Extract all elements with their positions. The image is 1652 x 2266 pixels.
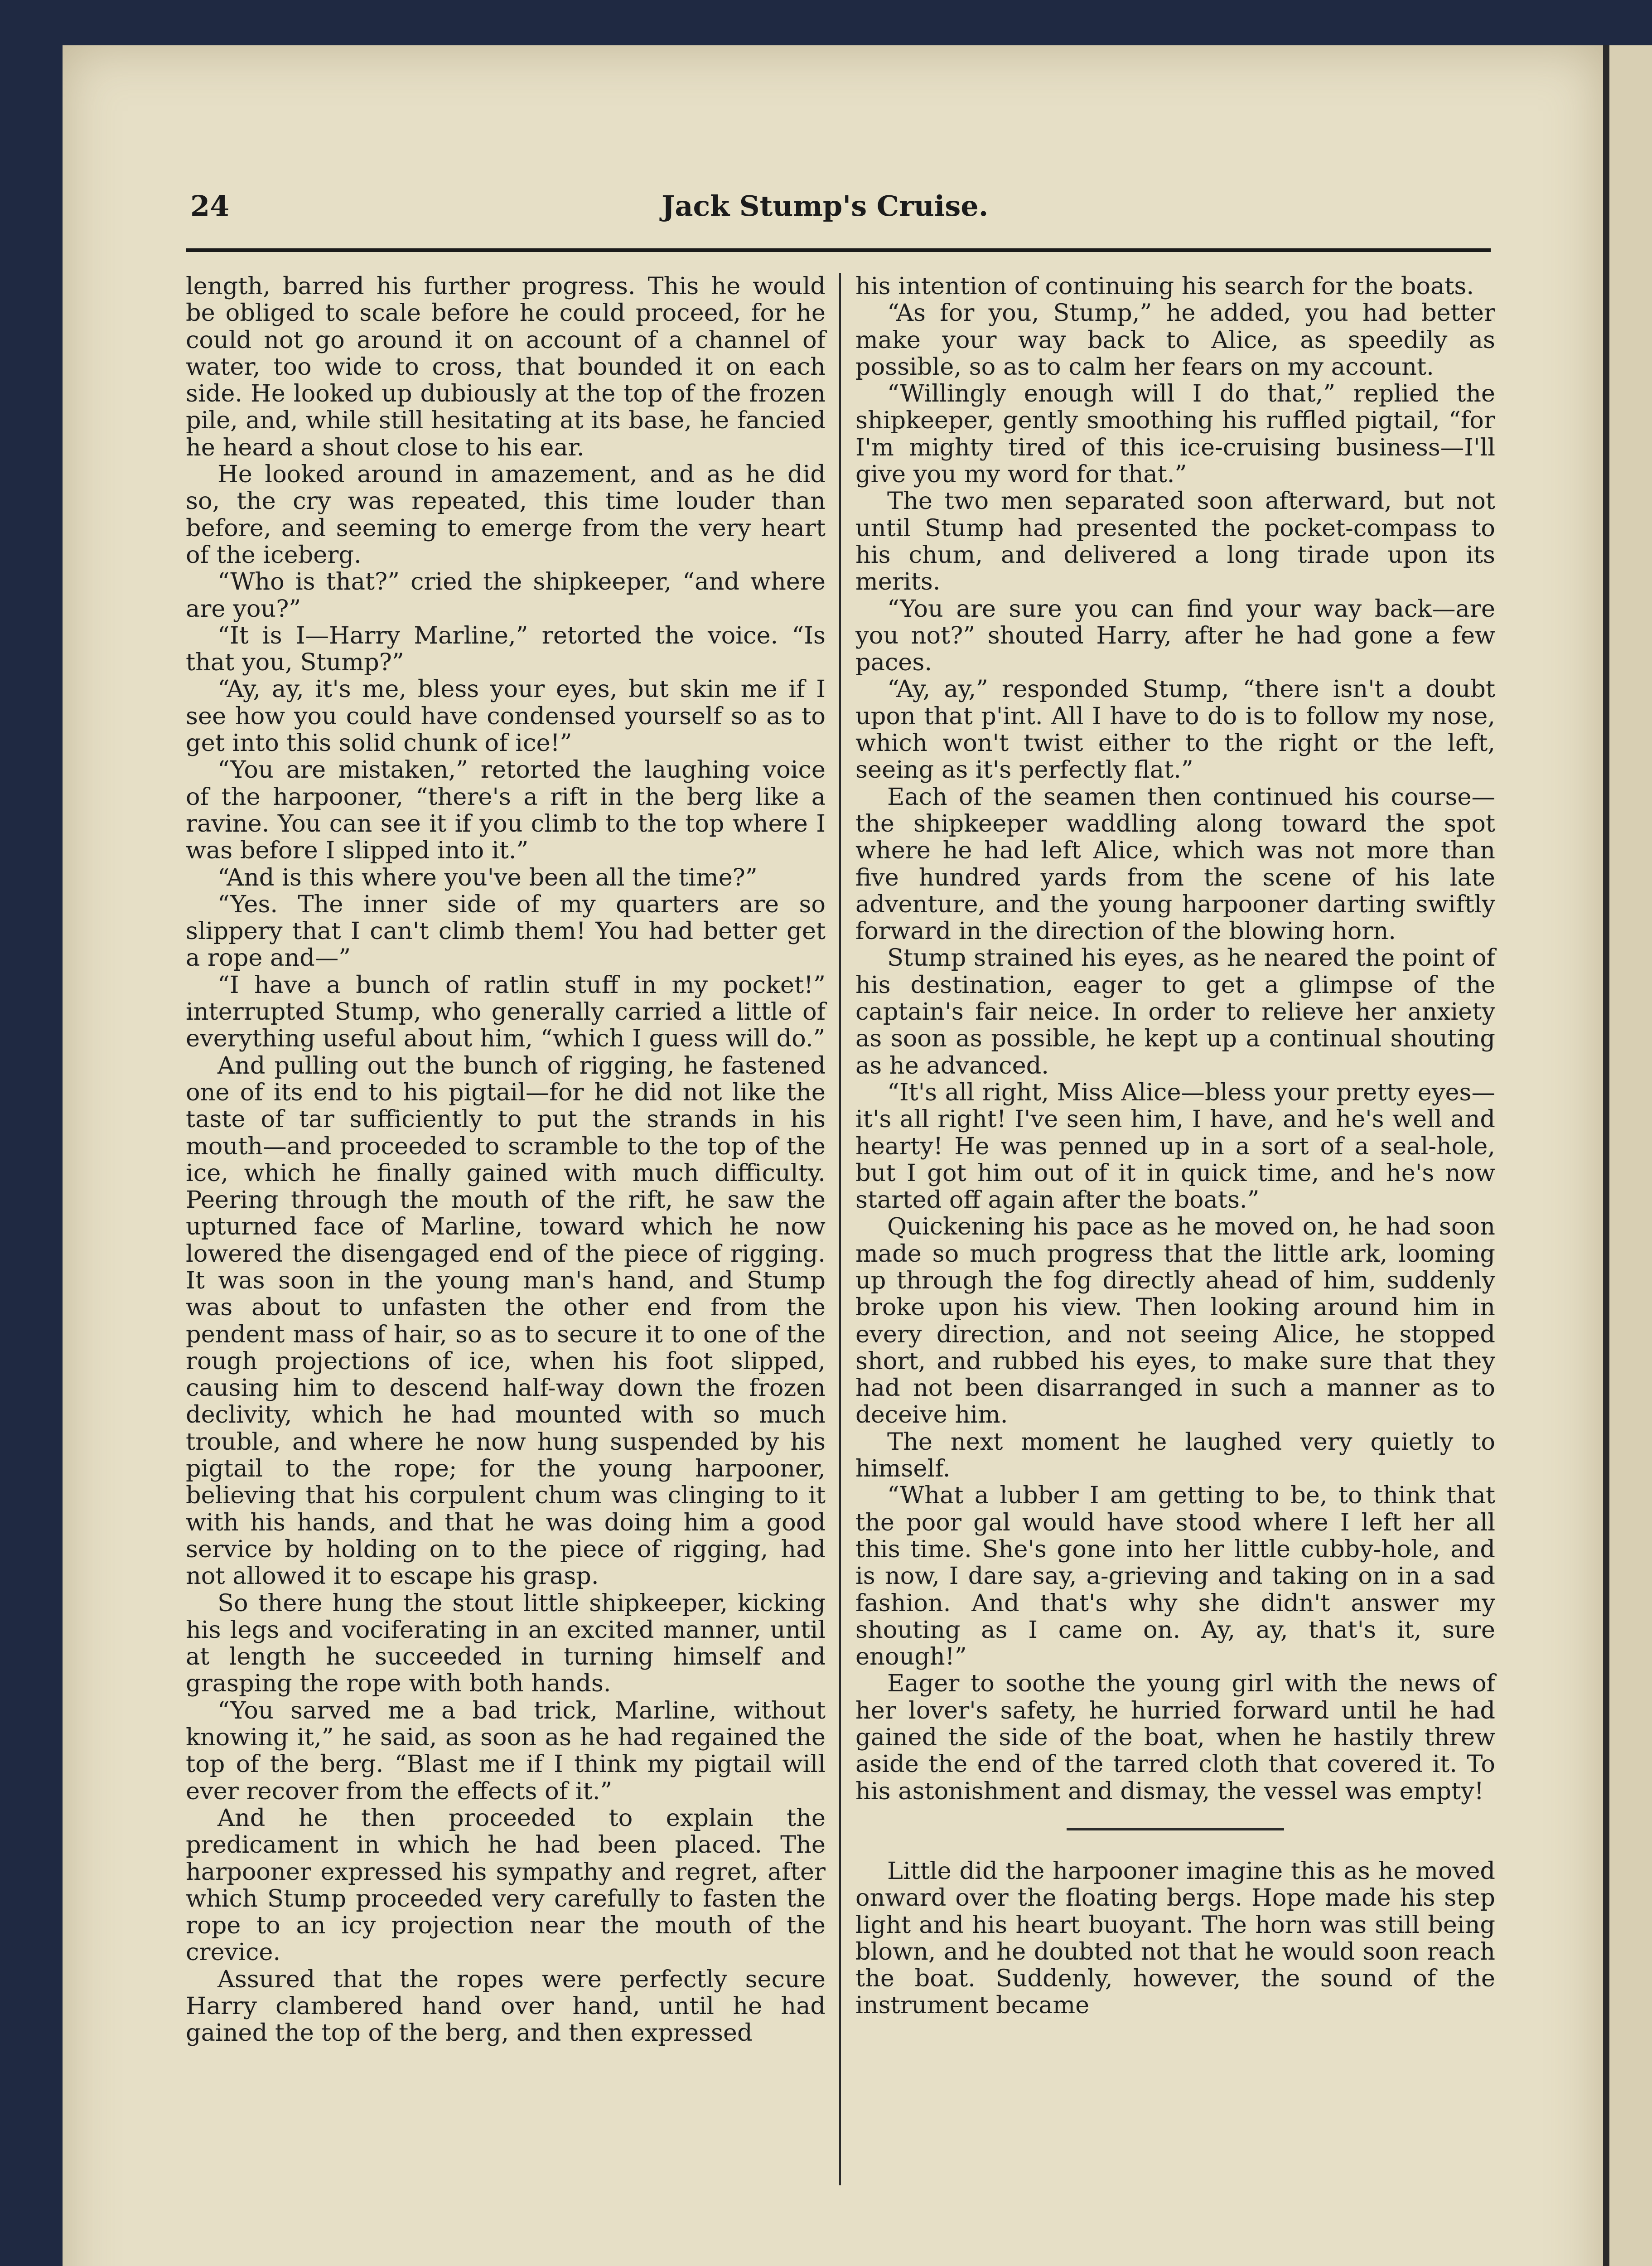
paragraph: “It's all right, Miss Alice—bless your pretty eyes—it's all right! I've seen him, I have, and he's well and hearty! He was penned up in a sort of a seal-hole, but I got him out of it in quick time, and he's now started off again after the boats.” (855, 1078, 1495, 1214)
left-column (186, 273, 826, 2047)
paragraph: Stump strained his eyes, as he neared the point of his destination, eager to get a glimpse of the captain's fair neice. In order to relieve her anxiety as soon as possible, he kept up a continual shouting as he advanced. (855, 944, 1495, 1080)
paragraph: “It is I—Harry Marline,” retorted the voice. “Is that you, Stump?” (186, 621, 826, 677)
header-rule (186, 248, 1491, 252)
page-header (190, 189, 1504, 244)
paragraph: Eager to soothe the young girl with the news of her lover's safety, he hurried forward until he had gained the side of the boat, when he hastily threw aside the end of the tarred cloth that covered it. To his astonishment and dismay, the vessel was empty! (855, 1670, 1495, 1805)
paragraph: “Willingly enough will I do that,” replied the shipkeeper, gently smoothing his ruffled pigtail, “for I'm mighty tired of this ice-cruising business—I'll give you my word for that.” (855, 380, 1495, 489)
column-divider (839, 273, 841, 2185)
paragraph: “And is this where you've been all the time?” (217, 863, 758, 891)
paragraph: And pulling out the bunch of rigging, he fastened one of its end to his pigtail—for he did not like the taste of tar sufficiently to put the strands in his mouth—and proceeded to scramble to the top of the ice, which he finally gained with much difficulty. Peering through the mouth of the rift, he saw the upturned face of Marline, toward which he now lowered the disengaged end of the piece of rigging. It was soon in the young man's hand, and Stump was about to unfasten the other end from the pendent mass of hair, so as to secure it to one of the rough projections of ice, when his foot slipped, causing him to descend half-way down the frozen declivity, which he had mounted with so much trouble, and where he now hung suspended by his pigtail to the rope; for the young harpooner, believing that his corpulent chum was clinging to it with his hands, and that he was doing him a good service by holding on to the piece of rigging, had not allowed it to escape his grasp. (186, 1051, 826, 1590)
paragraph: So there hung the stout little shipkeeper, kicking his legs and vociferating in an excited manner, until at length he succeeded in turning himself and grasping the rope with both hands. (186, 1589, 826, 1698)
paragraph: “What a lubber I am getting to be, to think that the poor gal would have stood where I left her all this time. She's gone into her little cubby-hole, and is now, I dare say, a-grieving and taking on in a sad fashion. And that's why she didn't answer my shouting as I came on. Ay, ay, that's it, sure enough!” (855, 1482, 1495, 1671)
facing-page-edge (1603, 45, 1652, 2266)
paragraph: He looked around in amazement, and as he did so, the cry was repeated, this time louder than before, and seeming to emerge from the very heart of the iceberg. (186, 460, 826, 569)
paragraph: “You are mistaken,” retorted the laughing voice of the harpooner, “there's a rift in the berg like a ravine. You can see it if you climb to the top where I was before I slipped into it.” (186, 756, 826, 865)
paragraph: “I have a bunch of ratlin stuff in my pocket!” interrupted Stump, who generally carried a little of everything useful about him, “which I guess will do.” (186, 971, 826, 1053)
section-break-rule (1067, 1828, 1284, 1830)
paragraph: Quickening his pace as he moved on, he had soon made so much progress that the little ark, looming up through the fog directly ahead of him, suddenly broke upon his view. Then looking around him in every direction, and not seeing Alice, he stopped short, and rubbed his eyes, to make sure that they had not been disarranged in such a manner as to deceive him. (855, 1213, 1495, 1429)
paragraph: “You are sure you can find your way back—are you not?” shouted Harry, after he had gone a few paces. (855, 595, 1495, 677)
paragraph: Assured that the ropes were perfectly secure Harry clambered hand over hand, until he had gained the top of the berg, and then expressed (186, 1965, 826, 2047)
paragraph: Little did the harpooner imagine this as he moved onward over the floating bergs. Hope made his step light and his heart buoyant. The horn was still being blown, and he doubted not that he would soon reach the boat. Suddenly, however, the sound of the instrument became (855, 1857, 1495, 2019)
paragraph: Each of the seamen then continued his course—the shipkeeper waddling along toward the spot where he had left Alice, which was not more than five hundred yards from the scene of his late adventure, and the young harpooner darting swiftly forward in the direction of the blowing horn. (855, 783, 1495, 945)
paragraph: The two men separated soon afterward, but not until Stump had presented the pocket-compass to his chum, and delivered a long tirade upon its merits. (855, 487, 1495, 596)
right-column (855, 273, 1495, 2019)
paragraph: “Who is that?” cried the shipkeeper, “and where are you?” (186, 568, 826, 623)
paragraph: “Ay, ay, it's me, bless your eyes, but skin me if I see how you could have condensed yourself so as to get into this solid chunk of ice!” (186, 675, 826, 757)
paragraph: “You sarved me a bad trick, Marline, without knowing it,” he said, as soon as he had regained the top of the berg. “Blast me if I think my pigtail will ever recover from the effects of it.” (186, 1696, 826, 1805)
running-title: Jack Stump's Cruise. (662, 189, 989, 223)
paragraph: The next moment he laughed very quietly to himself. (855, 1428, 1495, 1483)
page-number: 24 (190, 189, 230, 223)
paragraph: “Yes. The inner side of my quarters are so slippery that I can't climb them! You had better get a rope and—” (186, 890, 826, 972)
paragraph: “As for you, Stump,” he added, you had better make your way back to Alice, as speedily as possible, so as to calm her fears on my account. (855, 299, 1495, 381)
paragraph: his intention of continuing his search for the boats. (855, 272, 1474, 300)
paragraph: And he then proceeded to explain the predicament in which he had been placed. The harpooner expressed his sympathy and regret, after which Stump proceeded very carefully to fasten the rope to an icy projection near the mouth of the crevice. (186, 1804, 826, 1966)
paragraph: “Ay, ay,” responded Stump, “there isn't a doubt upon that p'int. All I have to do is to follow my nose, which won't twist either to the right or the left, seeing as it's perfectly flat.” (855, 675, 1495, 784)
paragraph: length, barred his further progress. This he would be obliged to scale before he could proceed, for he could not go around it on account of a channel of water, too wide to cross, that bounded it on each side. He looked up dubiously at the top of the frozen pile, and, while still hesitating at its base, he fancied he heard a shout close to his ear. (186, 272, 826, 461)
